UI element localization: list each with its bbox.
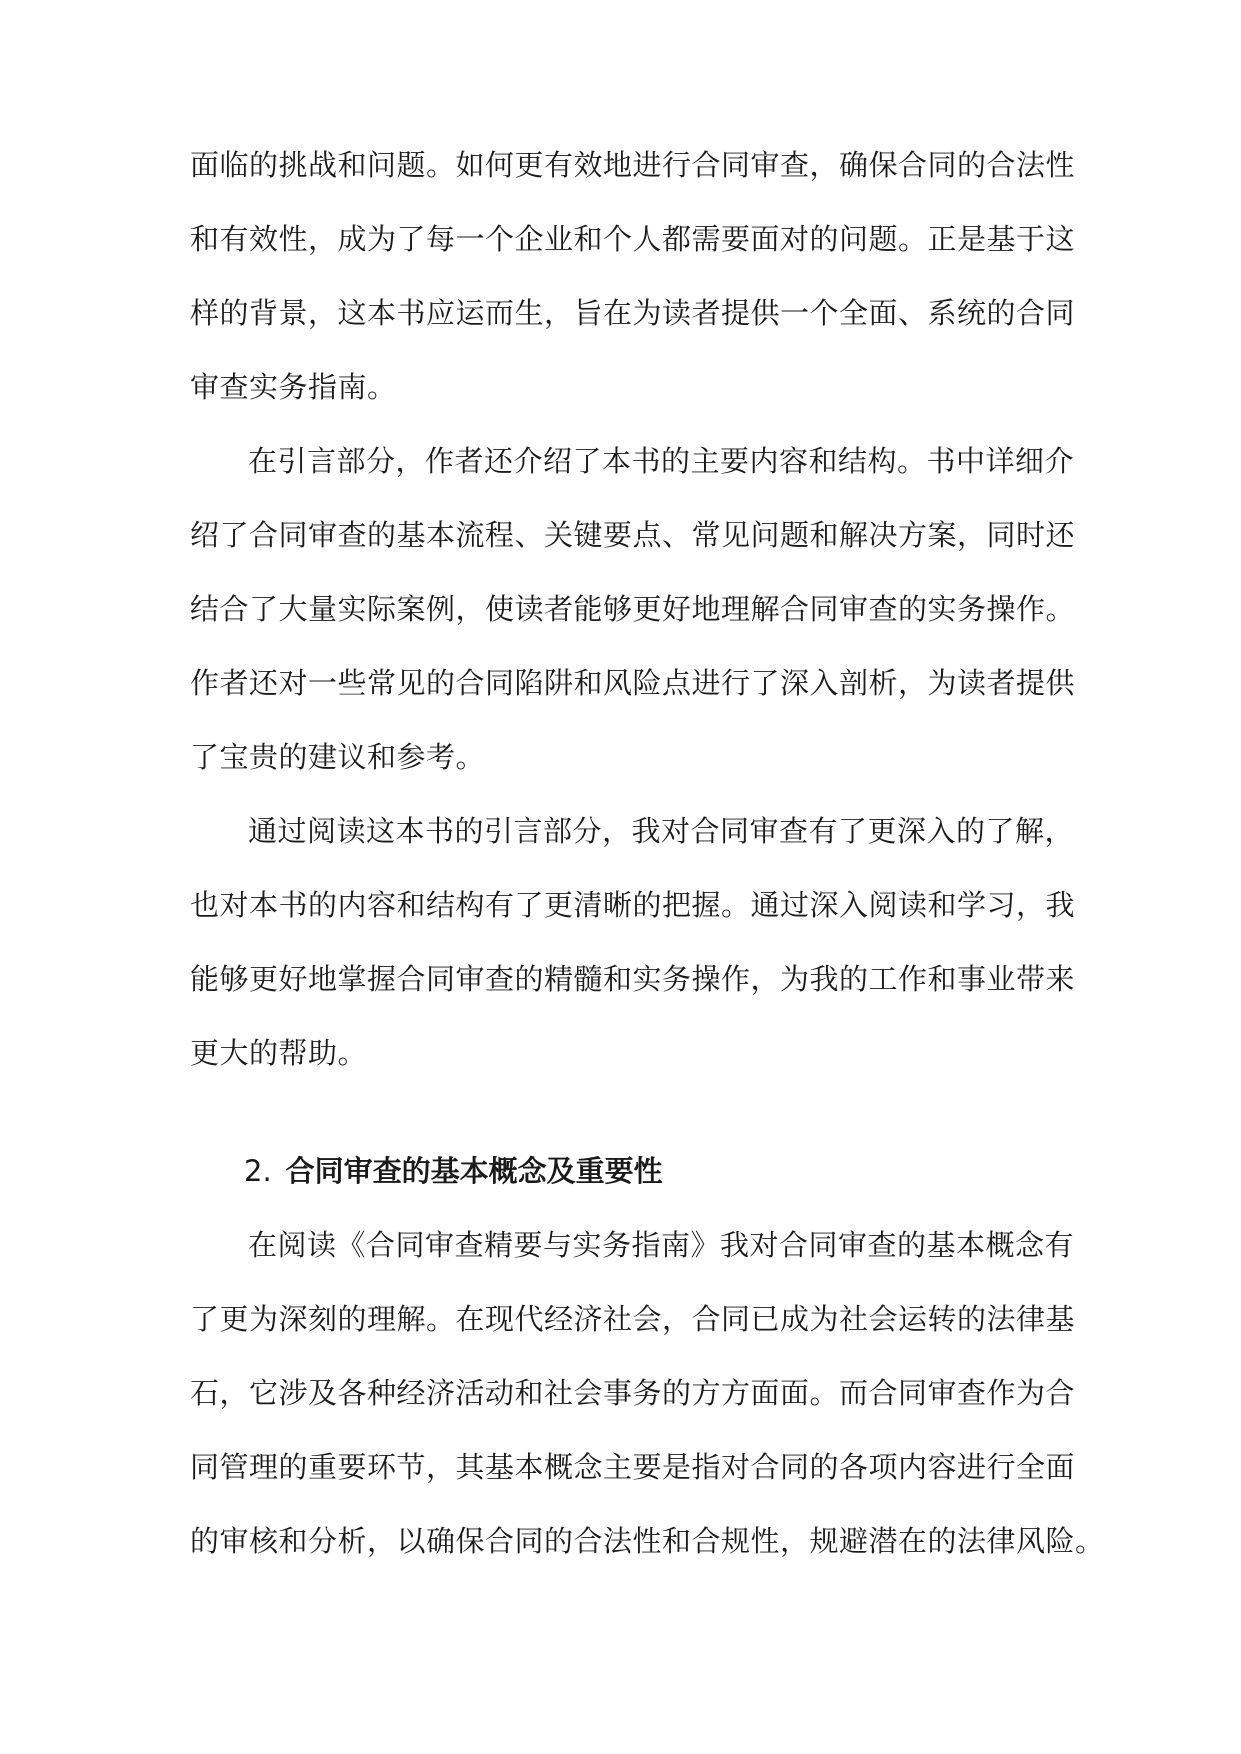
paragraph-line: 了宝贵的建议和参考。: [190, 740, 486, 774]
paragraph-line: 审查实务指南。: [190, 370, 397, 404]
paragraph-line: 结合了大量实际案例，使读者能够更好地理解合同审查的实务操作。: [190, 592, 1076, 626]
paragraph-line: 更大的帮助。: [190, 1036, 368, 1070]
paragraph-line: 通过阅读这本书的引言部分，我对合同审查有了更深入的了解，: [248, 814, 1075, 848]
paragraph-line: 了更为深刻的理解。在现代经济社会，合同已成为社会运转的法律基: [190, 1302, 1076, 1336]
paragraph-line: 在阅读《合同审查精要与实务指南》我对合同审查的基本概念有: [248, 1228, 1075, 1262]
paragraph-2: [190, 442, 1076, 812]
page-content: [190, 146, 1105, 1596]
paragraph-line: 同管理的重要环节，其基本概念主要是指对合同的各项内容进行全面: [190, 1450, 1076, 1484]
paragraph-line: 的审核和分析，以确保合同的合法性和合规性，规避潜在的法律风险。: [190, 1524, 1105, 1558]
paragraph-line: 和有效性，成为了每一个企业和个人都需要面对的问题。正是基于这: [190, 222, 1076, 256]
paragraph-line: 面临的挑战和问题。如何更有效地进行合同审查，确保合同的合法性: [190, 148, 1076, 182]
paragraph-line: 能够更好地掌握合同审查的精髓和实务操作，为我的工作和事业带来: [190, 962, 1076, 996]
section-title: 合同审查的基本概念及重要性: [285, 1154, 663, 1188]
paragraph-line: 石，它涉及各种经济活动和社会事务的方方面面。而合同审查作为合: [190, 1376, 1076, 1410]
paragraph-line: 绍了合同审查的基本流程、关键要点、常见问题和解决方案，同时还: [190, 518, 1076, 552]
section-heading: [190, 1152, 1060, 1226]
paragraph-1: [190, 146, 1076, 442]
section-number: 2.: [244, 1154, 272, 1188]
paragraph-line: 在引言部分，作者还介绍了本书的主要内容和结构。书中详细介: [248, 444, 1075, 478]
paragraph-line: 也对本书的内容和结构有了更清晰的把握。通过深入阅读和学习，我: [190, 888, 1076, 922]
paragraph-line: 作者还对一些常见的合同陷阱和风险点进行了深入剖析，为读者提供: [190, 666, 1076, 700]
paragraph-3: [190, 812, 1076, 1108]
paragraph-line: 样的背景，这本书应运而生，旨在为读者提供一个全面、系统的合同: [190, 296, 1076, 330]
section-spacer: [190, 1108, 1060, 1152]
section-paragraph: [190, 1226, 1105, 1596]
